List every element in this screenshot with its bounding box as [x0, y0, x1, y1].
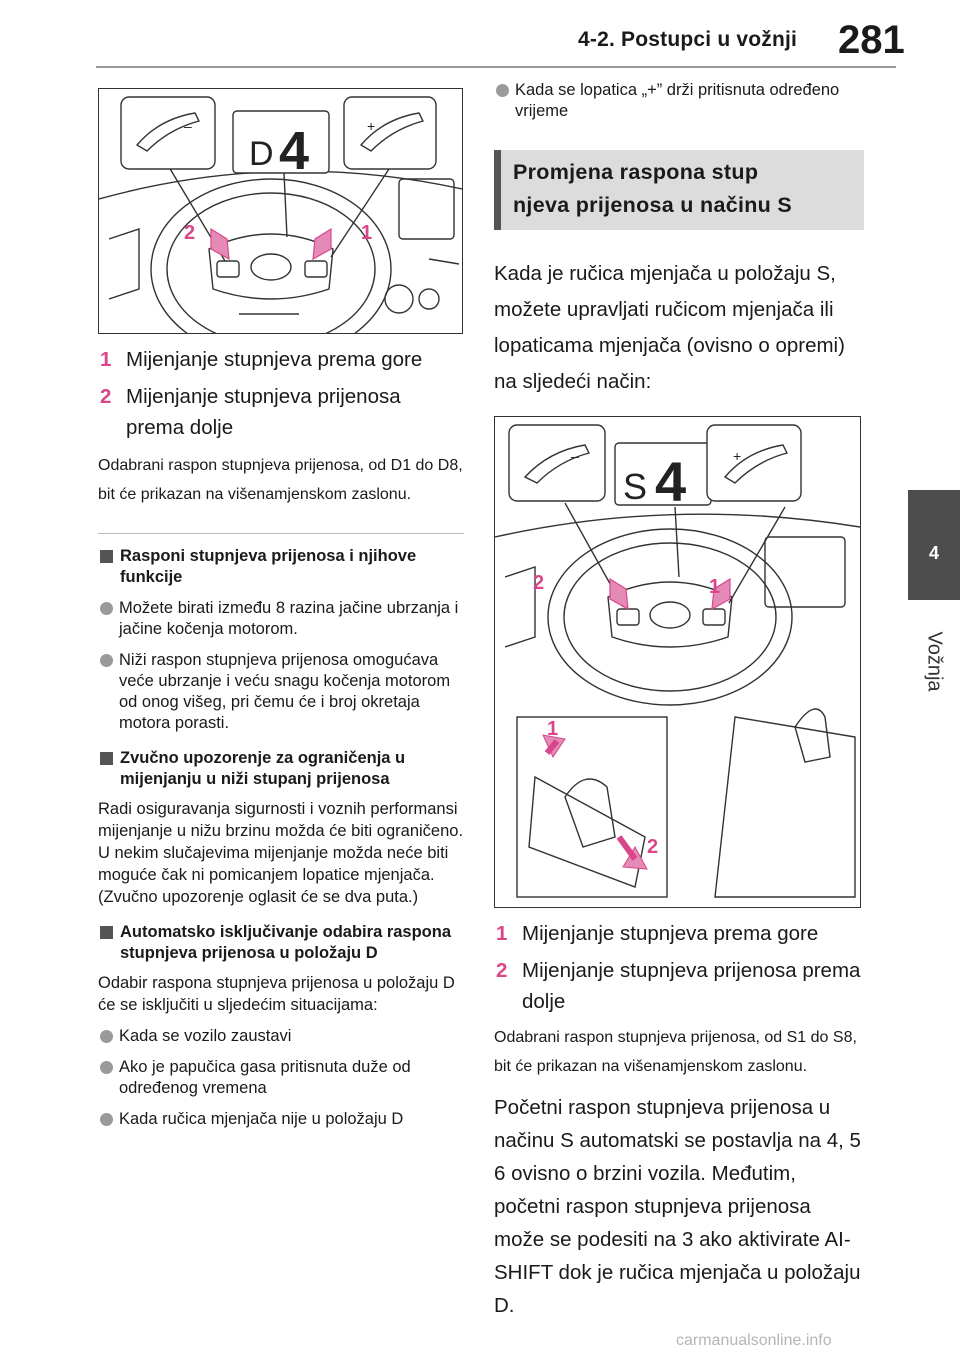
- square-bullet-icon: [100, 550, 113, 563]
- list-item: Kada ručica mjenjača nije u položaju D: [98, 1109, 464, 1130]
- section-heading-line: njeva prijenosa u načinu S: [513, 193, 793, 217]
- bullet-dot-icon: [100, 1061, 113, 1074]
- callout-2: 2: [533, 572, 545, 594]
- steering-wheel-illustration: [99, 89, 462, 333]
- left-column: [98, 88, 464, 1140]
- list-item: 1 Mijenjanje stupnjeva prema gore: [496, 922, 819, 945]
- paragraph: Radi osiguravanja sigurnosti i voznih performansi mijenjanje u nižu brzinu možda će biti ograničeno. U nekim slučajevima mijenjanje možda neće biti moguće čak ni pomicanjem lopatice mjenjača. (Zvučno upozorenje oglasit će se dva puta.): [98, 800, 464, 906]
- paddle-minus-label: –: [184, 118, 192, 134]
- numbered-list: [494, 918, 864, 1017]
- display-note: Odabrani raspon stupnjeva prijenosa, od D1 do D8, bit će prikazan na višenamjenskom zaslonu.: [98, 457, 463, 503]
- steering-lever-figure-s: [494, 416, 861, 908]
- list-item: Niži raspon stupnjeva prijenosa omogućava veće ubrzanje i veću snagu kočenja motorom od onog višeg, pri čemu će i broj okretaja motora porasti.: [98, 650, 464, 734]
- paddle-plus-label: +: [367, 118, 376, 134]
- list-item: Kada se lopatica „+” drži pritisnuta određeno vrijeme: [494, 80, 864, 122]
- section-title: 4-2. Postupci u vožnji: [578, 28, 798, 51]
- lever-callout-1: 1: [547, 718, 559, 740]
- callout-1: 1: [709, 576, 721, 598]
- list-item: 2 Mijenjanje stupnjeva prijenosa prema dolje: [496, 959, 861, 1013]
- square-bullet-icon: [100, 926, 113, 939]
- intro-paragraph: Kada je ručica mjenjača u položaju S, možete upravljati ručicom mjenjača ili lopaticama mjenjača (ovisno o opremi) na sljedeći način:: [494, 262, 845, 393]
- paragraph: Odabir raspona stupnjeva prijenosa u položaju D će se isključiti u sljedećim situacijama:: [98, 974, 455, 1014]
- closing-paragraph: Početni raspon stupnjeva prijenosa u načinu S automatski se postavlja na 4, 5 6 ovisno o brzini vozila. Međutim, početni raspon stupnjeva prijenosa može se podesiti na 3 ako aktivirate AI-SHIFT dok je ručica mjenjača u položaju D.: [494, 1096, 861, 1317]
- numbered-list: [98, 344, 464, 443]
- list-item: Ako je papučica gasa pritisnuta duže od određenog vremena: [98, 1057, 464, 1099]
- bullet-dot-icon: [496, 84, 509, 97]
- downshift-paddle-highlight: [610, 579, 628, 609]
- gear-number: 4: [279, 121, 310, 181]
- paddle-plus-label: +: [733, 448, 742, 464]
- bullet-dot-icon: [100, 602, 113, 615]
- display-note: Odabrani raspon stupnjeva prijenosa, od S1 do S8, bit će prikazan na višenamjenskom zaslonu.: [494, 1029, 857, 1075]
- bullet-dot-icon: [100, 654, 113, 667]
- page-number: 281: [838, 18, 905, 62]
- section-heading-line: Promjena raspona stup: [513, 160, 759, 184]
- gear-letter: D: [249, 135, 274, 173]
- lever-callout-2: 2: [647, 836, 659, 858]
- section-heading-box: [494, 150, 864, 230]
- upshift-paddle-highlight: [313, 229, 331, 259]
- section-divider: [98, 533, 464, 534]
- steering-lever-illustration: [495, 417, 860, 907]
- square-bullet-icon: [100, 752, 113, 765]
- bullet-dot-icon: [100, 1030, 113, 1043]
- subsection-heading: Rasponi stupnjeva prijenosa i njihove funkcije: [98, 546, 464, 588]
- list-item: 2 Mijenjanje stupnjeva prijenosa prema dolje: [100, 385, 401, 439]
- watermark: carmanualsonline.info: [676, 1332, 832, 1349]
- subsection-heading: Zvučno upozorenje za ograničenja u mijenjanju u niži stupanj prijenosa: [98, 748, 464, 790]
- chapter-label: Vožnja: [923, 631, 946, 692]
- callout-1: 1: [361, 222, 373, 244]
- callout-2: 2: [184, 222, 196, 244]
- list-item: 1 Mijenjanje stupnjeva prema gore: [100, 348, 423, 371]
- right-column: [494, 80, 864, 1322]
- paddle-minus-label: –: [571, 448, 579, 464]
- list-item: Kada se vozilo zaustavi: [98, 1026, 464, 1047]
- subsection-heading: Automatsko isključivanje odabira raspona stupnjeva prijenosa u položaju D: [98, 922, 464, 964]
- bullet-dot-icon: [100, 1113, 113, 1126]
- gear-number: 4: [655, 450, 687, 513]
- chapter-tab: 4: [908, 490, 960, 600]
- steering-paddle-figure-d: [98, 88, 463, 334]
- gear-letter: S: [623, 466, 648, 507]
- downshift-paddle-highlight: [211, 229, 229, 259]
- header-divider: [96, 66, 896, 68]
- list-item: Možete birati između 8 razina jačine ubrzanja i jačine kočenja motorom.: [98, 598, 464, 640]
